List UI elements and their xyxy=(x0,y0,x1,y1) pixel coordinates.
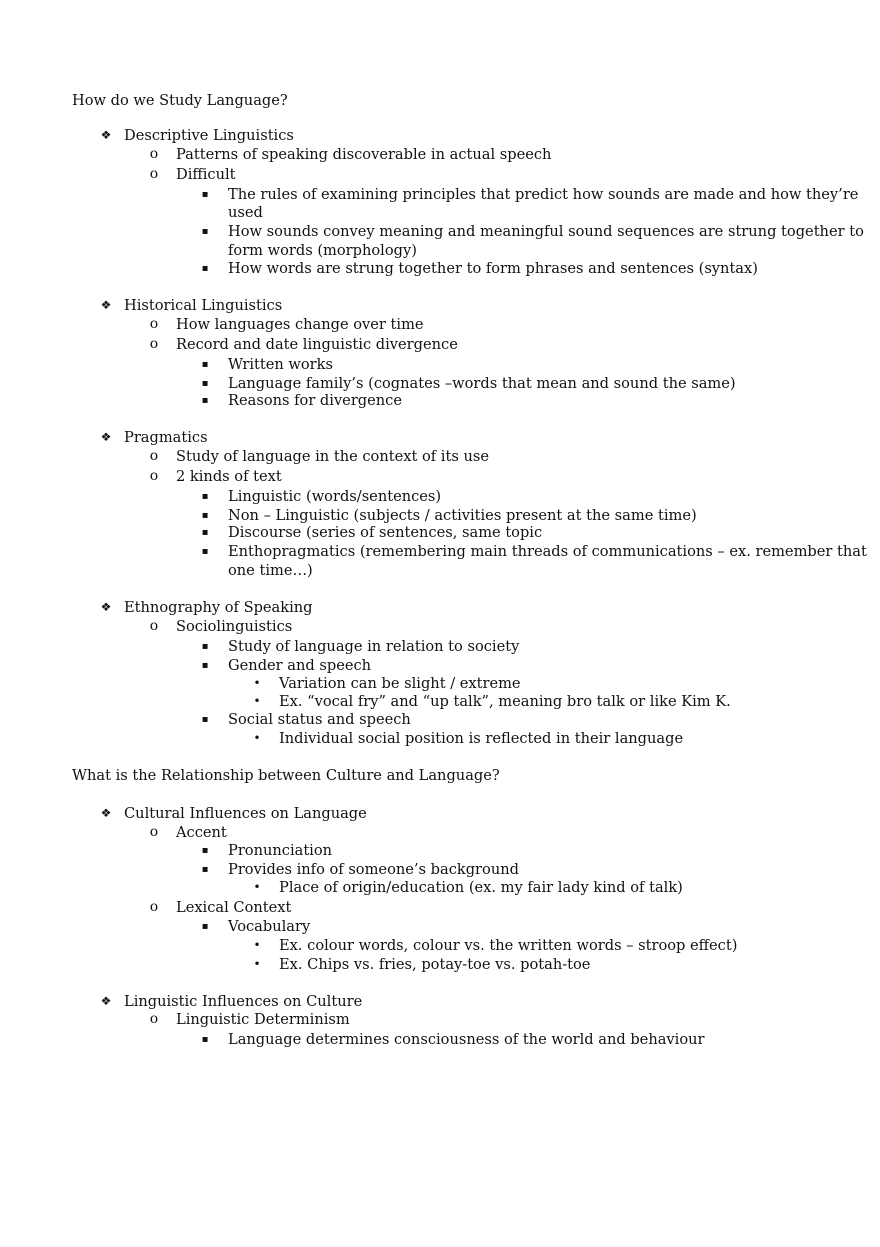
dot-bullet-icon: • xyxy=(253,880,261,894)
list-item: Record and date linguistic divergence xyxy=(176,336,458,353)
circle-bullet-icon: o xyxy=(149,316,159,332)
dot-bullet-icon: • xyxy=(253,957,261,971)
list-item: Discourse (series of sentences, same topic xyxy=(228,524,543,541)
square-bullet-icon: ▪ xyxy=(201,263,209,274)
section-heading-relationship: What is the Relationship between Culture and Language? xyxy=(72,767,500,784)
list-item-continued: form words (morphology) xyxy=(228,242,417,259)
list-item: Language determines consciousness of the world and behaviour xyxy=(228,1031,705,1048)
circle-bullet-icon: o xyxy=(149,336,159,352)
square-bullet-icon: ▪ xyxy=(201,845,209,856)
list-item: Variation can be slight / extreme xyxy=(279,675,521,692)
list-item: Vocabulary xyxy=(228,918,311,935)
section-heading-study: How do we Study Language? xyxy=(72,92,288,109)
list-item: Sociolinguistics xyxy=(176,618,293,635)
list-item: Lexical Context xyxy=(176,899,292,916)
list-item: Linguistic Determinism xyxy=(176,1011,350,1028)
list-item: 2 kinds of text xyxy=(176,468,282,485)
square-bullet-icon: ▪ xyxy=(201,510,209,521)
topic-cultural-influences: Cultural Influences on Language xyxy=(124,805,367,822)
list-item: Non – Linguistic (subjects / activities present at the same time) xyxy=(228,507,697,524)
square-bullet-icon: ▪ xyxy=(201,395,209,406)
list-item: Reasons for divergence xyxy=(228,392,402,409)
diamond-bullet-icon: ❖ xyxy=(100,298,112,312)
square-bullet-icon: ▪ xyxy=(201,864,209,875)
list-item: Difficult xyxy=(176,166,236,183)
list-item: Study of language in relation to society xyxy=(228,638,520,655)
list-item: Ex. colour words, colour vs. the written words – stroop effect) xyxy=(279,937,738,954)
list-item: How languages change over time xyxy=(176,316,424,333)
list-item: Gender and speech xyxy=(228,657,372,674)
list-item-continued: used xyxy=(228,204,263,221)
list-item: Social status and speech xyxy=(228,711,411,728)
square-bullet-icon: ▪ xyxy=(201,714,209,725)
list-item: Written works xyxy=(228,356,333,373)
square-bullet-icon: ▪ xyxy=(201,189,209,200)
square-bullet-icon: ▪ xyxy=(201,1034,209,1045)
circle-bullet-icon: o xyxy=(149,1011,159,1027)
square-bullet-icon: ▪ xyxy=(201,921,209,932)
topic-linguistic-influences: Linguistic Influences on Culture xyxy=(124,993,363,1010)
list-item: Accent xyxy=(176,824,227,841)
circle-bullet-icon: o xyxy=(149,824,159,840)
list-item: Language family’s (cognates –words that mean and sound the same) xyxy=(228,375,736,392)
list-item: How sounds convey meaning and meaningful sound sequences are strung together to xyxy=(228,223,864,240)
diamond-bullet-icon: ❖ xyxy=(100,430,112,444)
list-item: Linguistic (words/sentences) xyxy=(228,488,442,505)
list-item: Patterns of speaking discoverable in actual speech xyxy=(176,146,552,163)
list-item: Ex. “vocal fry” and “up talk”, meaning bro talk or like Kim K. xyxy=(279,693,731,710)
circle-bullet-icon: o xyxy=(149,166,159,182)
topic-pragmatics: Pragmatics xyxy=(124,429,208,446)
topic-ethnography: Ethnography of Speaking xyxy=(124,599,313,616)
circle-bullet-icon: o xyxy=(149,448,159,464)
square-bullet-icon: ▪ xyxy=(201,359,209,370)
circle-bullet-icon: o xyxy=(149,468,159,484)
circle-bullet-icon: o xyxy=(149,618,159,634)
topic-historical: Historical Linguistics xyxy=(124,297,283,314)
diamond-bullet-icon: ❖ xyxy=(100,994,112,1008)
square-bullet-icon: ▪ xyxy=(201,226,209,237)
diamond-bullet-icon: ❖ xyxy=(100,600,112,614)
list-item: The rules of examining principles that predict how sounds are made and how they’re xyxy=(228,186,859,203)
dot-bullet-icon: • xyxy=(253,731,261,745)
list-item: Provides info of someone’s background xyxy=(228,861,519,878)
list-item: Place of origin/education (ex. my fair lady kind of talk) xyxy=(279,879,683,896)
square-bullet-icon: ▪ xyxy=(201,546,209,557)
dot-bullet-icon: • xyxy=(253,938,261,952)
list-item: Enthopragmatics (remembering main threads of communications – ex. remember that xyxy=(228,543,867,560)
list-item: Ex. Chips vs. fries, potay-toe vs. potah-toe xyxy=(279,956,591,973)
list-item-continued: one time…) xyxy=(228,562,313,579)
list-item: Study of language in the context of its use xyxy=(176,448,489,465)
dot-bullet-icon: • xyxy=(253,694,261,708)
square-bullet-icon: ▪ xyxy=(201,527,209,538)
diamond-bullet-icon: ❖ xyxy=(100,806,112,820)
diamond-bullet-icon: ❖ xyxy=(100,128,112,142)
list-item: Individual social position is reflected in their language xyxy=(279,730,684,747)
circle-bullet-icon: o xyxy=(149,899,159,915)
topic-descriptive: Descriptive Linguistics xyxy=(124,127,294,144)
square-bullet-icon: ▪ xyxy=(201,378,209,389)
square-bullet-icon: ▪ xyxy=(201,491,209,502)
dot-bullet-icon: • xyxy=(253,676,261,690)
list-item: How words are strung together to form phrases and sentences (syntax) xyxy=(228,260,758,277)
square-bullet-icon: ▪ xyxy=(201,641,209,652)
circle-bullet-icon: o xyxy=(149,146,159,162)
list-item: Pronunciation xyxy=(228,842,333,859)
square-bullet-icon: ▪ xyxy=(201,660,209,671)
